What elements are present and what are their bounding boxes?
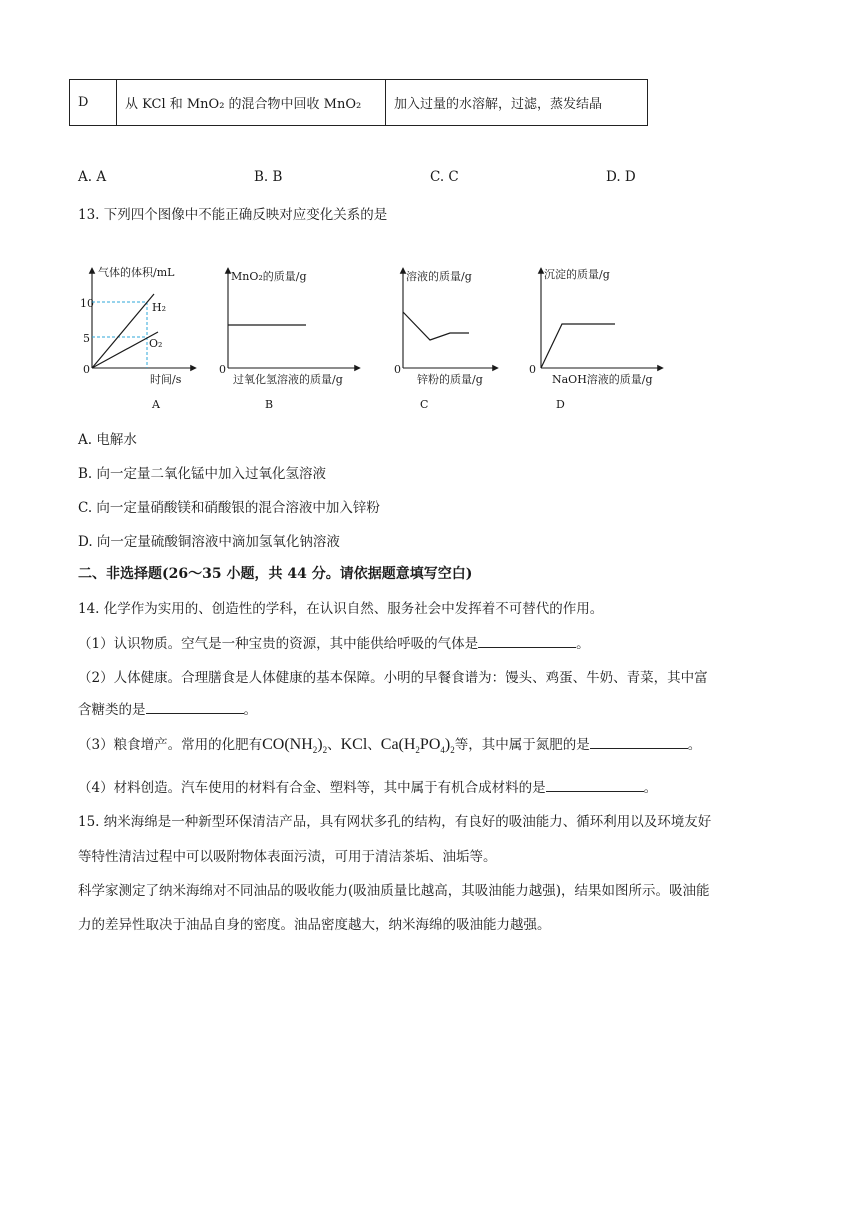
q14-part3-mid: 等，其中属于氮肥的是 (454, 737, 590, 753)
q13-option-a: A. 电解水 (78, 432, 137, 448)
q14-part3 (78, 733, 701, 755)
graph-d-ylabel: 沉淀的质量/g (544, 268, 610, 281)
table-cell-method: 加入过量的水溶解，过滤，蒸发结晶 (386, 80, 648, 126)
q13-option-b: B. 向一定量二氧化锰中加入过氧化氢溶液 (78, 466, 327, 482)
graph-c-origin: 0 (394, 363, 401, 376)
graph-a-tick-0: 0 (83, 363, 90, 376)
section2-title: 二、非选择题(26～35 小题，共 44 分。请依据题意填写空白) (78, 566, 473, 582)
q14-part1 (78, 632, 590, 652)
graph-d-line (541, 324, 615, 368)
q14-part2-line1: （2）人体健康。合理膳食是人体健康的基本保障。小明的早餐食谱为：馒头、鸡蛋、牛奶、青菜，其中富 (78, 670, 708, 686)
q14-part3-text: （3）粮食增产。常用的化肥有 (78, 737, 263, 753)
graph-c (394, 268, 498, 411)
q15-line4: 力的差异性取决于油品自身的密度。油品密度越大，纳米海绵的吸油能力越强。 (78, 917, 551, 933)
choice-d: D. D (606, 169, 636, 185)
q14-part2-end: 。 (243, 702, 257, 718)
q15-line3: 科学家测定了纳米海绵对不同油品的吸收能力(吸油质量比越高，其吸油能力越强)，结果如图所示。吸油能 (78, 883, 710, 899)
q14-part2-text: 含糖类的是 (78, 702, 146, 718)
fertilizer-urea: $CO(NH_2)_2$ (262, 736, 328, 756)
graph-b (219, 268, 360, 411)
graph-a-tick-5: 5 (83, 332, 90, 345)
graph-d-xlabel: NaOH溶液的质量/g (552, 373, 653, 386)
graph-c-ylabel: 溶液的质量/g (406, 270, 472, 283)
graph-d (529, 267, 663, 411)
graph-a-ylabel: 气体的体积/mL (98, 266, 175, 279)
graph-a-letter: A (152, 398, 160, 411)
separator-1: 、 (327, 737, 341, 753)
table-cell-task: 从 KCl 和 MnO₂ 的混合物中回收 MnO₂ (117, 80, 386, 126)
q15-line1: 15. 纳米海绵是一种新型环保清洁产品，具有网状多孔的结构，有良好的吸油能力、循环利用以及环境友好 (78, 814, 712, 830)
q14-part1-blank[interactable] (478, 634, 576, 648)
q13-option-c: C. 向一定量硝酸镁和硝酸银的混合溶液中加入锌粉 (78, 500, 380, 516)
fertilizer-phosphate: $Ca(H_2PO_4)_2$ (380, 736, 455, 756)
q15-line2: 等特性清洁过程中可以吸附物体表面污渍，可用于清洁茶垢、油垢等。 (78, 849, 497, 865)
table-row (70, 80, 648, 126)
q13-figure (78, 262, 678, 420)
q14-part4-end: 。 (643, 780, 658, 796)
q14-part1-end: 。 (576, 636, 590, 652)
graph-c-letter: C (420, 398, 429, 411)
q13-option-d: D. 向一定量硫酸铜溶液中滴加氢氧化钠溶液 (78, 534, 340, 550)
graph-a-h2-label: H₂ (152, 301, 167, 314)
table-cell-option: D (70, 80, 117, 126)
fertilizer-kcl: KCl (340, 736, 368, 753)
q14-part2-blank[interactable] (146, 700, 244, 714)
graph-a-h2-line (92, 294, 154, 368)
choice-b: B. B (254, 169, 283, 185)
choice-a: A. A (78, 169, 107, 185)
q14-part3-end: 。 (687, 737, 702, 753)
q14-stem: 14. 化学作为实用的、创造性的学科，在认识自然、服务社会中发挥着不可替代的作用。 (78, 601, 604, 617)
graph-a-o2-label: O₂ (149, 337, 163, 350)
graph-c-line (403, 312, 469, 340)
q14-part4-text: （4）材料创造。汽车使用的材料有合金、塑料等，其中属于有机合成材料的是 (78, 780, 546, 796)
q13-stem: 13. 下列四个图像中不能正确反映对应变化关系的是 (78, 207, 388, 223)
graph-a-tick-10: 10 (80, 297, 94, 310)
option-table (69, 79, 648, 126)
q14-part2-line2 (78, 698, 257, 718)
graph-c-xlabel: 锌粉的质量/g (417, 373, 483, 386)
graph-b-origin: 0 (219, 363, 226, 376)
choice-c: C. C (430, 169, 459, 185)
q14-part4-blank[interactable] (546, 778, 644, 792)
q14-part3-blank[interactable] (590, 735, 688, 749)
graph-b-xlabel: 过氧化氢溶液的质量/g (233, 373, 343, 386)
graph-b-ylabel: MnO₂的质量/g (231, 270, 307, 283)
graph-d-letter: D (556, 398, 565, 411)
graph-a-xlabel: 时间/s (150, 373, 182, 386)
separator-2: 、 (367, 737, 381, 753)
graph-a (80, 265, 196, 411)
graph-b-letter: B (265, 398, 274, 411)
q14-part1-text: （1）认识物质。空气是一种宝贵的资源，其中能供给呼吸的气体是 (78, 636, 479, 652)
q13-graphs (78, 262, 678, 420)
q14-part4 (78, 776, 657, 796)
graph-d-origin: 0 (529, 363, 536, 376)
